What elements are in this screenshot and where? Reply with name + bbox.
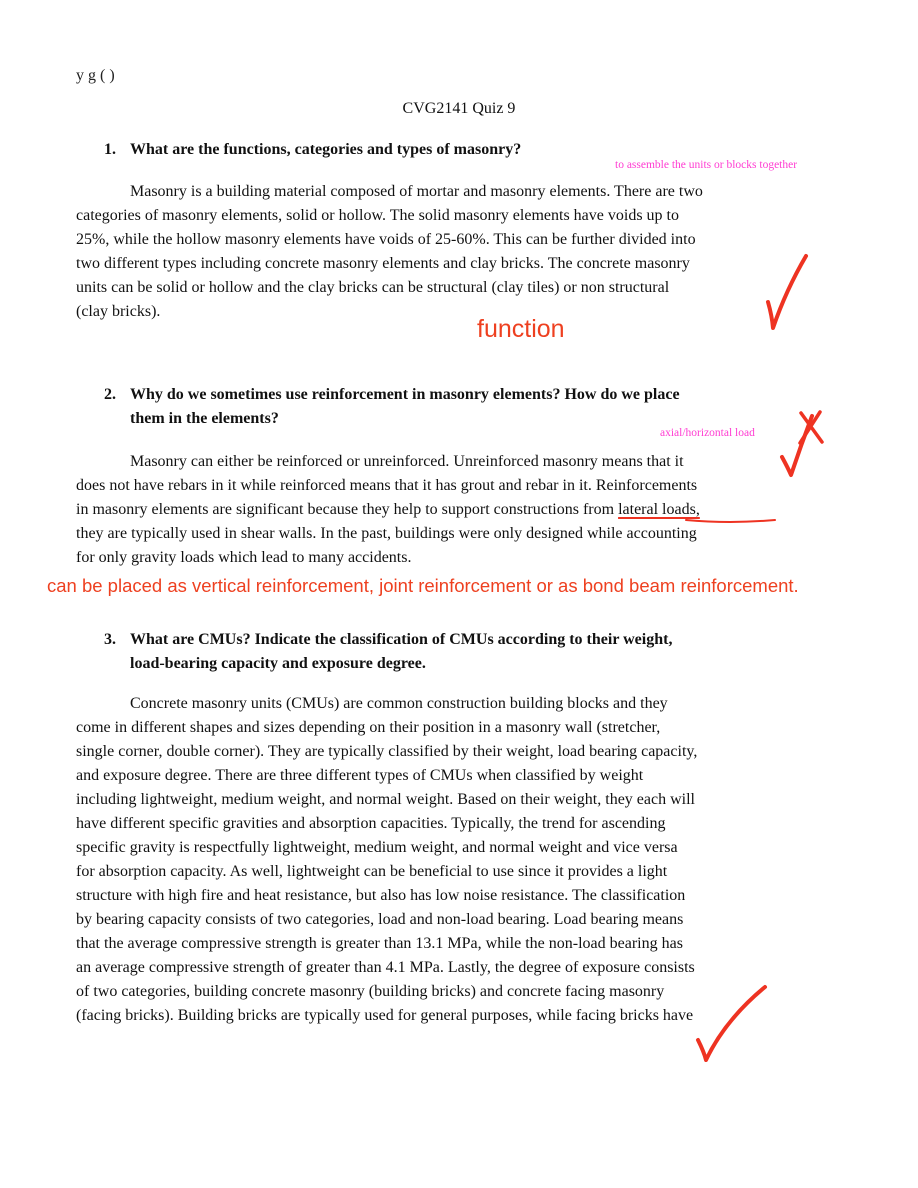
question-2-answer <box>76 450 788 570</box>
question-text-line: load-bearing capacity and exposure degree. <box>130 655 426 672</box>
question-number: 1. <box>104 141 116 158</box>
answer-line: categories of masonry elements, solid or hollow. The solid masonry elements have voids up to <box>76 207 679 224</box>
cutoff-header-text: y g ( ) <box>76 67 115 84</box>
answer-line: structure with high fire and heat resistance, but also has low noise resistance. The classification <box>76 887 686 904</box>
answer-line: specific gravity is respectfully lightweight, medium weight, and normal weight and vice versa <box>76 839 678 856</box>
question-number: 3. <box>104 631 116 648</box>
answer-line: 25%, while the hollow masonry elements have voids of 25-60%. This can be further divided into <box>76 231 696 248</box>
answer-line: including lightweight, medium weight, and normal weight. Based on their weight, they each will <box>76 791 695 808</box>
answer-line-text: in masonry elements are significant because they help to support constructions from <box>76 501 615 518</box>
answer-line: two different types including concrete masonry elements and clay bricks. The concrete masonry <box>76 255 690 272</box>
question-text-line: them in the elements? <box>130 410 279 427</box>
answer-line: units can be solid or hollow and the clay bricks can be structural (clay tiles) or non structural <box>76 279 670 296</box>
question-text-line: What are the functions, categories and types of masonry? <box>130 141 522 158</box>
answer-line: (facing bricks). Building bricks are typically used for general purposes, while facing bricks have <box>76 1007 694 1024</box>
q1-red-annotation: function <box>477 315 565 343</box>
answer-line: Masonry is a building material composed of mortar and masonry elements. There are two <box>130 183 703 200</box>
q2-pink-annotation: axial/horizontal load <box>660 427 755 439</box>
cutoff-header <box>76 67 276 92</box>
answer-line: of two categories, building concrete masonry (building bricks) and concrete facing masonry <box>76 983 665 1000</box>
answer-line: for absorption capacity. As well, lightweight can be beneficial to use since it provides a light <box>76 863 668 880</box>
question-text-line: What are CMUs? Indicate the classification of CMUs according to their weight, <box>130 631 673 648</box>
question-1-answer <box>76 180 788 324</box>
answer-line: does not have rebars in it while reinforced means that it has grout and rebar in it. Reinforcements <box>76 477 698 494</box>
answer-line: Concrete masonry units (CMUs) are common construction building blocks and they <box>130 695 668 712</box>
cross-mark-q2-icon <box>800 412 822 443</box>
answer-line: (clay bricks). <box>76 303 161 320</box>
question-text-line: Why do we sometimes use reinforcement in masonry elements? How do we place <box>130 386 680 403</box>
answer-line: that the average compressive strength is greater than 13.1 MPa, while the non-load bearing has <box>76 935 683 952</box>
question-number: 2. <box>104 386 116 403</box>
underlined-phrase: lateral loads, <box>618 501 700 518</box>
answer-line: single corner, double corner). They are typically classified by their weight, load bearing capacity, <box>76 743 698 760</box>
q1-pink-annotation: to assemble the units or blocks together <box>615 159 798 171</box>
page-title: CVG2141 Quiz 9 <box>402 100 516 117</box>
answer-line: Masonry can either be reinforced or unreinforced. Unreinforced masonry means that it <box>130 453 684 470</box>
answer-line: have different specific gravities and absorption capacities. Typically, the trend for ascending <box>76 815 666 832</box>
question-3-heading <box>104 628 672 676</box>
answer-line: by bearing capacity consists of two categories, load and non-load bearing. Load bearing means <box>76 911 684 928</box>
answer-line: an average compressive strength of greater than 4.1 MPa. Lastly, the degree of exposure consists <box>76 959 695 976</box>
q2-red-annotation: can be placed as vertical reinforcement, joint reinforcement or as bond beam reinforcement. <box>47 575 799 596</box>
answer-line: come in different shapes and sizes depending on their position in a masonry wall (stretcher, <box>76 719 661 736</box>
question-1-heading <box>104 138 521 162</box>
answer-line: and exposure degree. There are three different types of CMUs when classified by weight <box>76 767 644 784</box>
answer-line: for only gravity loads which lead to many accidents. <box>76 549 412 566</box>
answer-line: they are typically used in shear walls. In the past, buildings were only designed while accounting <box>76 525 697 542</box>
question-3-answer <box>76 692 788 1028</box>
question-2-heading <box>104 383 680 431</box>
answer-line <box>76 498 788 522</box>
